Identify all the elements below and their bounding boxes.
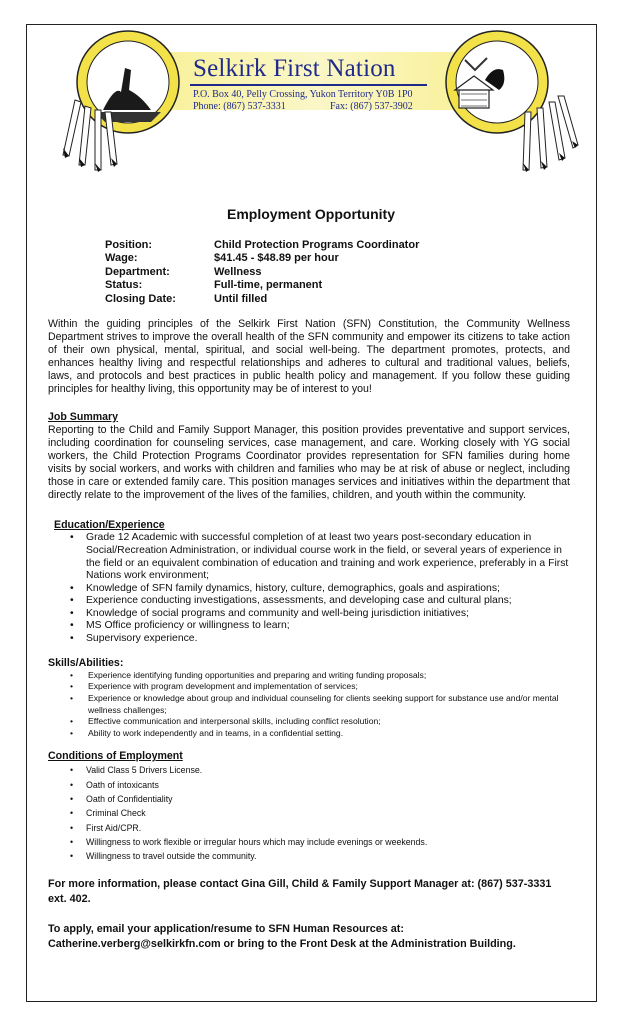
skills-heading: Skills/Abilities:	[48, 656, 124, 669]
list-item: • Experience or knowledge about group and individual counseling for clients seeking support for substance use and/or mental wellness challenges;	[70, 692, 559, 715]
info-row	[105, 239, 419, 252]
conditions-list	[48, 763, 570, 863]
list-item: • Willingness to work flexible or irregular hours which may include evenings or weekends.	[70, 836, 428, 847]
org-address: P.O. Box 40, Pelly Crossing, Yukon Territory Y0B 1P0	[193, 89, 413, 100]
list-item: • Grade 12 Academic with successful completion of at least two years post-secondary education in Social/Recreation Administration, or individual course work in the field, or several years of experience in the field or an equivalent combination of education and training and work experience, preferably in a First Nations work environment;	[70, 532, 569, 582]
info-key: Wage:	[105, 252, 138, 265]
apply-info: To apply, email your application/resume to SFN Human Resources at: Catherine.verberg@selkirkfn.com or bring to the Front Desk at the Administration Building.	[48, 923, 516, 951]
list-item: • Oath of Confidentiality	[70, 794, 173, 804]
info-value: Until filled	[214, 292, 268, 305]
info-value: Full-time, permanent	[214, 279, 323, 292]
position-info	[105, 239, 419, 306]
org-fax: Fax: (867) 537-3902	[330, 101, 413, 112]
selkirk-logo	[55, 30, 581, 190]
posting-body	[48, 318, 570, 952]
info-key: Position:	[105, 239, 153, 251]
list-item: • Criminal Check	[70, 808, 146, 819]
list-item: • Experience identifying funding opportunities and preparing and writing funding proposals;	[70, 669, 427, 680]
education-heading: Education/Experience	[54, 519, 165, 532]
job-summary-heading: Job Summary	[48, 410, 119, 423]
org-phone: Phone: (867) 537-3331	[193, 101, 286, 112]
header-rule	[190, 84, 427, 86]
info-row	[105, 279, 419, 292]
intro-paragraph: Within the guiding principles of the Selkirk First Nation (SFN) Constitution, the Community Wellness Department strives to improve the overall health of the SFN community and empower its citizens to take action of their own physical, mental, spiritual, and social well-being. The department promotes, protects, and enhances healthy living and respectful relationships and adheres to cultural and traditional values, beliefs, laws, and protocols and best practices in public health policy and management. If you follow these guiding principles for healthy living, this opportunity may be of interest to you!	[48, 318, 570, 396]
info-value: Wellness	[214, 265, 262, 278]
list-item: • First Aid/CPR.	[70, 822, 142, 833]
org-name: Selkirk First Nation	[193, 55, 396, 82]
list-item: • Willingness to travel outside the community.	[70, 851, 257, 862]
skills-list	[48, 670, 570, 740]
page-title: Employment Opportunity	[227, 206, 395, 222]
contact-info: For more information, please contact Gina Gill, Child & Family Support Manager at: (867) 537-3331 ext. 402.	[48, 878, 552, 906]
list-item: • Knowledge of SFN family dynamics, history, culture, demographics, goals and aspirations;	[70, 582, 500, 594]
list-item: • Valid Class 5 Drivers License.	[70, 765, 203, 776]
info-value: Child Protection Programs Coordinator	[214, 239, 420, 251]
list-item: • Effective communication and interpersonal skills, including conflict resolution;	[70, 716, 381, 727]
list-item: • Experience with program development and implementation of services;	[70, 681, 358, 692]
info-key: Status:	[105, 279, 143, 292]
info-row	[105, 252, 419, 265]
list-item: • Knowledge of social programs and community and well-being jurisdiction initiatives;	[70, 607, 469, 619]
education-list	[48, 532, 570, 645]
info-value: $41.45 - $48.89 per hour	[214, 252, 339, 265]
job-summary-text: Reporting to the Child and Family Support Manager, this position provides preventative and support services, including coordination for counseling services, case management, and care. Working closely with YG social workers, the Child Protection Programs Coordinator provides representation for SFN families during home visits by social workers, and works with children and families who may be at risk of abuse or neglect, including those in care or extended family care. This position manages services and initiatives within the department that directly relate to the improvement of the lives of the families, children, and youth within the community.	[48, 423, 570, 502]
list-item: • Ability to work independently and in teams, in a confidential setting.	[70, 727, 344, 738]
list-item: • Supervisory experience.	[70, 633, 198, 645]
info-key: Department:	[105, 265, 170, 278]
info-key: Closing Date:	[105, 292, 176, 305]
list-item: • Experience conducting investigations, assessments, and developing case and cultural plans;	[70, 595, 512, 607]
info-row	[105, 293, 419, 306]
conditions-heading: Conditions of Employment	[48, 750, 183, 763]
info-row	[105, 266, 419, 279]
list-item: • MS Office proficiency or willingness to learn;	[70, 620, 290, 632]
list-item: • Oath of intoxicants	[70, 779, 159, 790]
